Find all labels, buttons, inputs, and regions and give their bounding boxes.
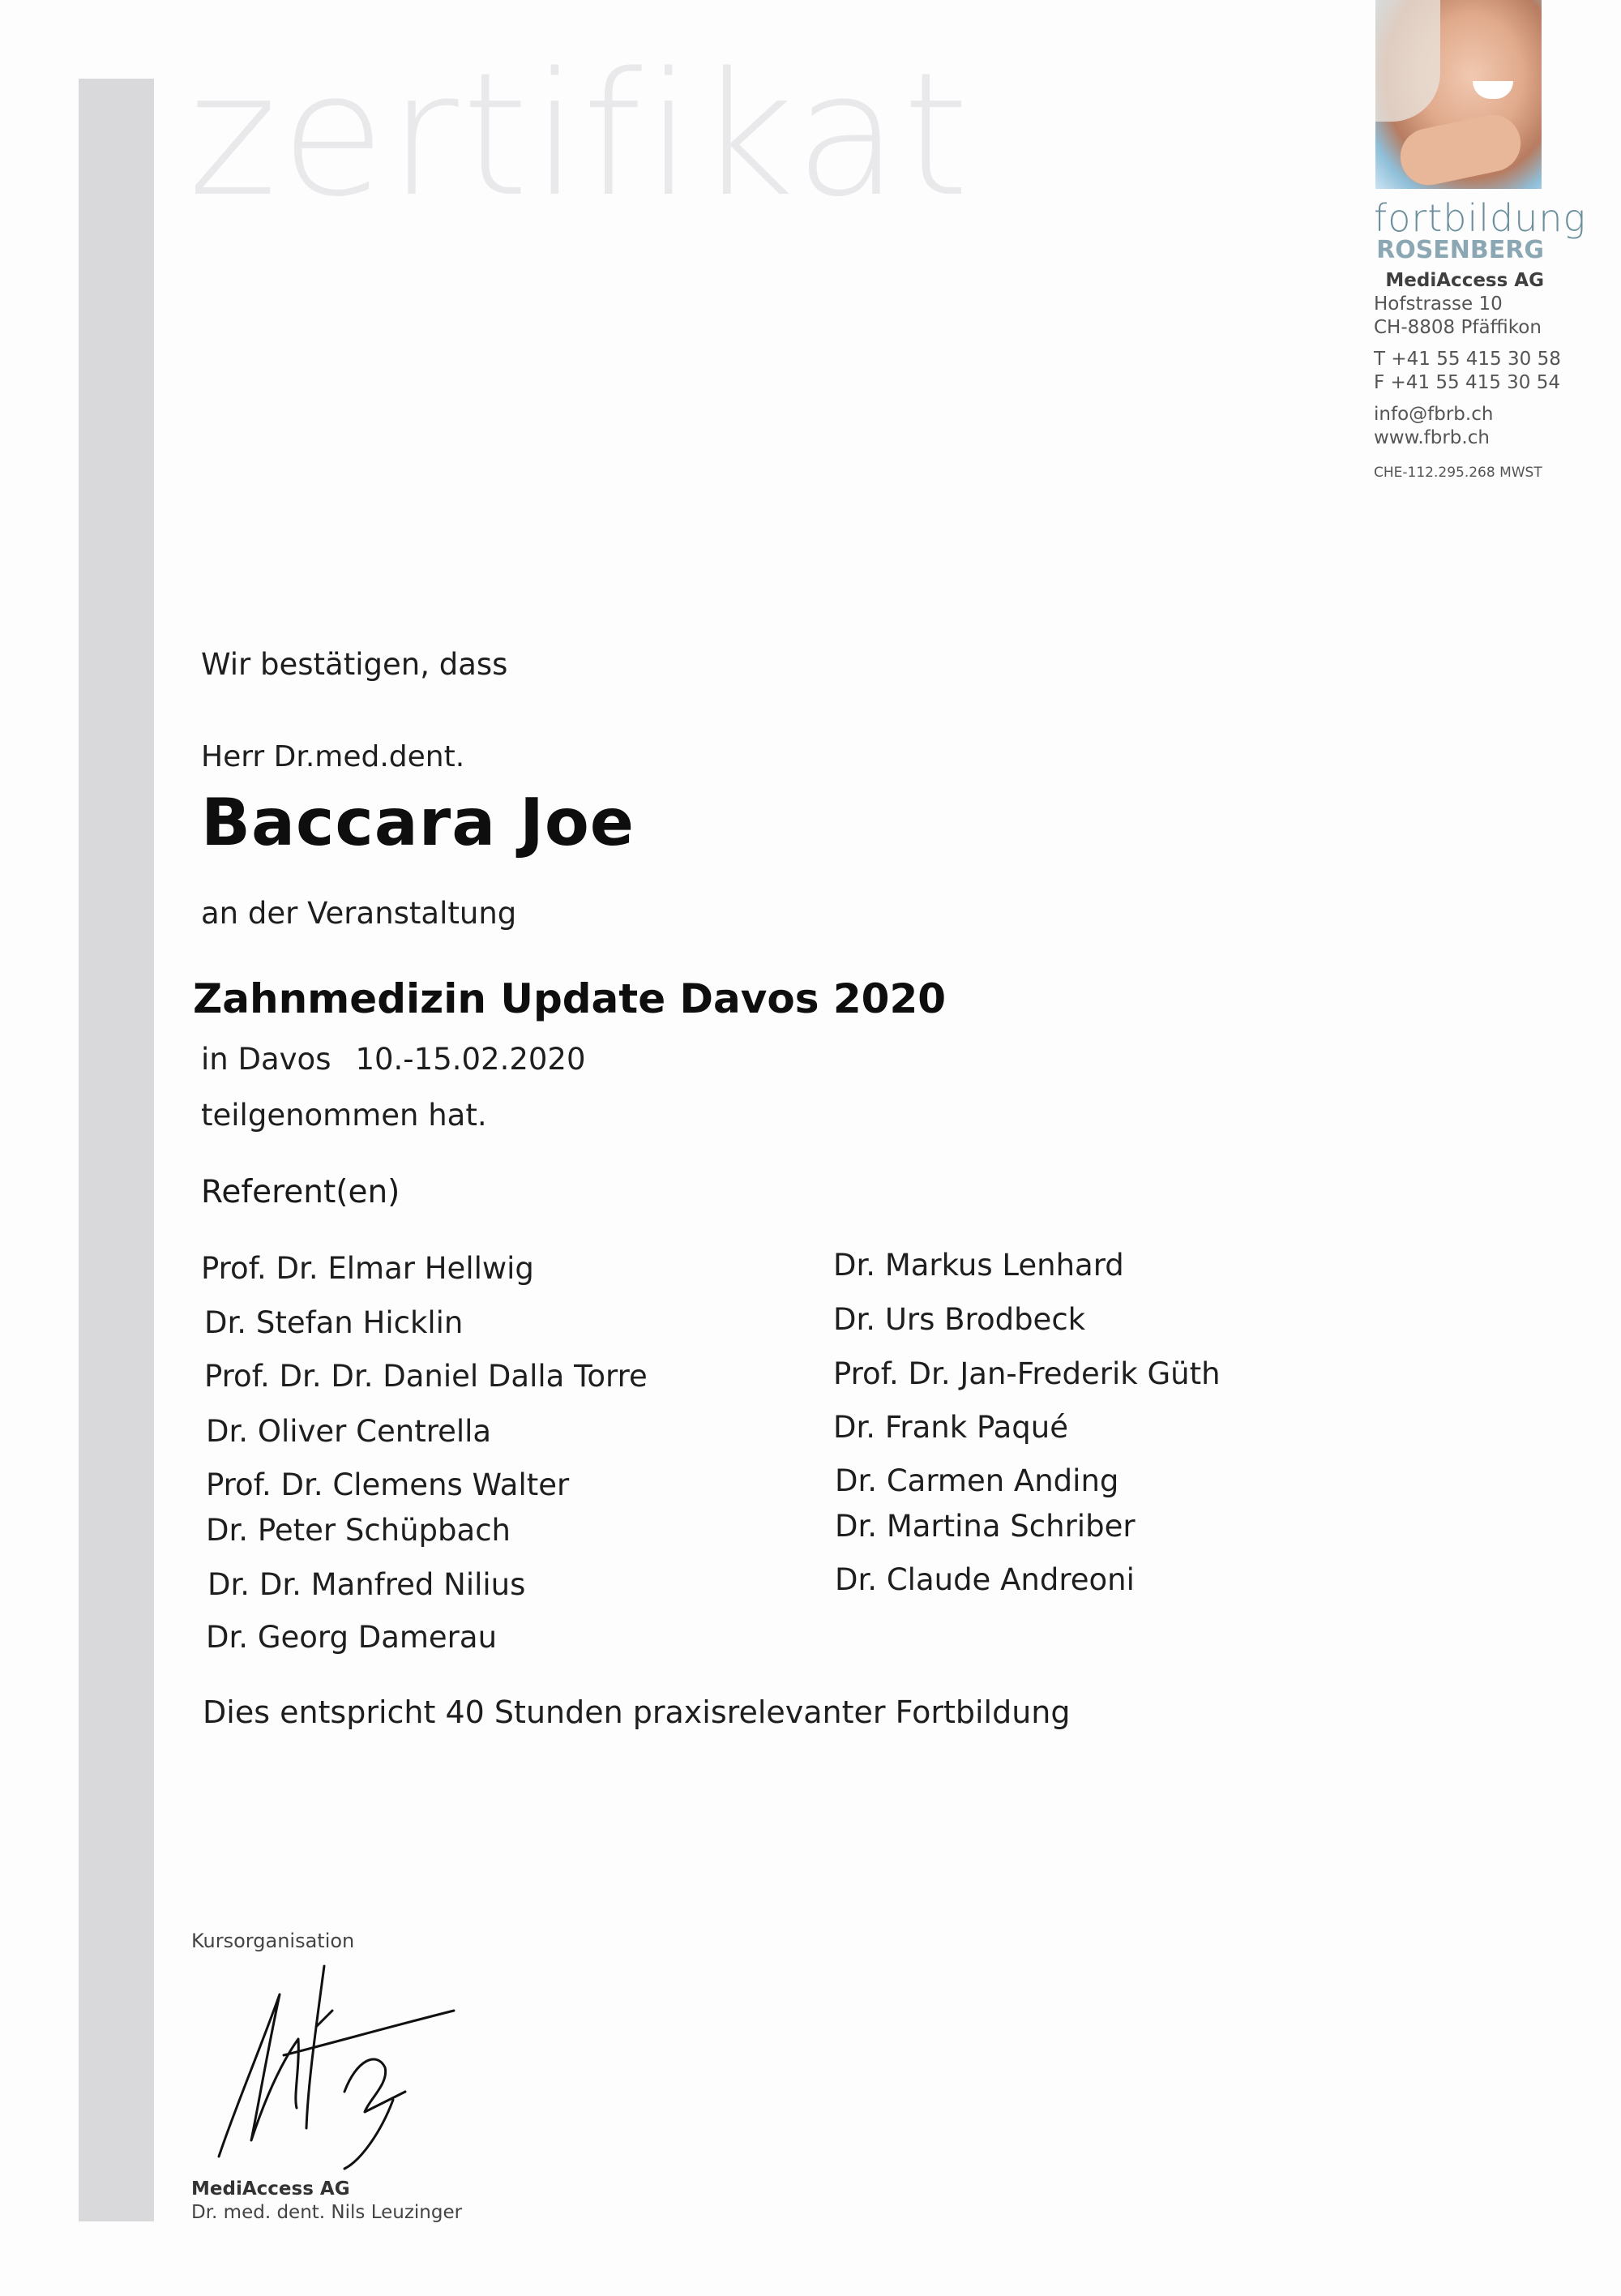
decorative-side-bar: [79, 79, 154, 2221]
company-address: [1374, 269, 1561, 485]
brand-photo: [1375, 0, 1542, 189]
speaker-left-6: Dr. Peter Schüpbach: [206, 1513, 511, 1548]
speaker-right-1: Dr. Markus Lenhard: [833, 1248, 1124, 1283]
address-city: CH-8808 Pfäffikon: [1374, 317, 1542, 338]
brand-logo-bottom: ROSENBERG: [1376, 236, 1544, 264]
event-name: Zahnmedizin Update Davos 2020: [193, 975, 947, 1022]
participated-text: teilgenommen hat.: [201, 1098, 487, 1133]
address-email: info@fbrb.ch: [1374, 404, 1494, 425]
event-place-date: [201, 1042, 586, 1077]
address-vat: CHE-112.295.268 MWST: [1374, 465, 1542, 481]
salutation: Herr Dr.med.dent.: [201, 740, 465, 773]
at-event-text: an der Veranstaltung: [201, 896, 517, 931]
speaker-right-4: Dr. Frank Paqué: [833, 1410, 1068, 1445]
brand-logo-top: fortbildung: [1374, 196, 1587, 240]
speaker-left-3: Prof. Dr. Dr. Daniel Dalla Torre: [204, 1359, 648, 1394]
event-date: 10.-15.02.2020: [355, 1042, 586, 1077]
summary-text: Dies entspricht 40 Stunden praxisrelevanter Fortbildung: [203, 1694, 1071, 1730]
brand-logo: [1374, 196, 1587, 264]
speaker-right-3: Prof. Dr. Jan-Frederik Güth: [833, 1356, 1221, 1391]
address-phone: T +41 55 415 30 58: [1374, 349, 1561, 370]
speaker-right-5: Dr. Carmen Anding: [835, 1463, 1119, 1498]
speaker-left-1: Prof. Dr. Elmar Hellwig: [201, 1251, 534, 1286]
event-place: in Davos: [201, 1042, 331, 1077]
organisation-label: Kursorganisation: [191, 1930, 355, 1952]
certificate-title: zertifikat: [188, 36, 973, 234]
signature: [203, 1962, 462, 2173]
address-company: MediAccess AG: [1385, 270, 1544, 291]
speaker-right-7: Dr. Claude Andreoni: [835, 1562, 1135, 1597]
participant-name: Baccara Joe: [201, 785, 635, 860]
confirm-text: Wir bestätigen, dass: [201, 647, 508, 682]
speaker-left-7: Dr. Dr. Manfred Nilius: [207, 1567, 526, 1602]
speaker-right-2: Dr. Urs Brodbeck: [833, 1302, 1086, 1337]
organisation-person: Dr. med. dent. Nils Leuzinger: [191, 2202, 463, 2223]
speaker-left-8: Dr. Georg Damerau: [206, 1620, 498, 1655]
organisation-company: MediAccess AG: [191, 2178, 350, 2200]
speaker-left-5: Prof. Dr. Clemens Walter: [206, 1467, 570, 1502]
speaker-left-4: Dr. Oliver Centrella: [206, 1414, 492, 1449]
speakers-label: Referent(en): [201, 1174, 400, 1210]
address-fax: F +41 55 415 30 54: [1374, 372, 1561, 393]
speaker-left-2: Dr. Stefan Hicklin: [204, 1305, 464, 1340]
speaker-right-6: Dr. Martina Schriber: [835, 1509, 1136, 1544]
address-street: Hofstrasse 10: [1374, 293, 1503, 315]
address-web: www.fbrb.ch: [1374, 427, 1490, 448]
